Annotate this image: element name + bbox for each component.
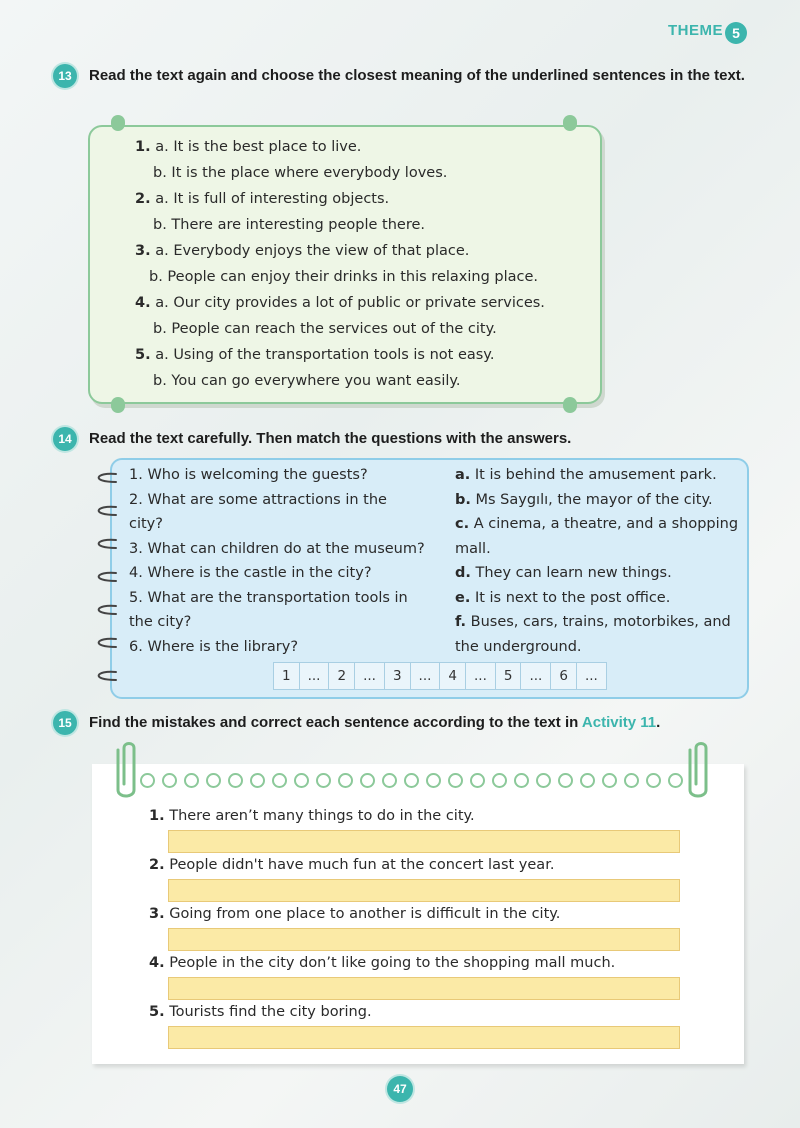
theme-label: THEME (668, 22, 723, 39)
pin-icon (111, 115, 125, 131)
pin-icon (563, 397, 577, 413)
answer-item: a. It is behind the amusement park. (455, 467, 717, 483)
question-item: 5. What are the transportation tools in (129, 589, 408, 606)
pin-icon (563, 115, 577, 131)
hole-icon (404, 773, 419, 788)
match-blank[interactable]: ... (466, 663, 496, 689)
hole-icon (536, 773, 551, 788)
list-item (135, 316, 545, 342)
item-number: 2. (135, 191, 151, 207)
paperclip-icon (680, 740, 716, 802)
match-blank[interactable]: ... (355, 663, 385, 689)
item-number: 1. (135, 139, 151, 155)
question-item: 2. What are some attractions in the (129, 491, 387, 508)
activity-15-badge: 15 (53, 711, 77, 735)
hole-icon (580, 773, 595, 788)
match-number: 5 (496, 663, 522, 689)
list-item (135, 368, 545, 394)
answer-item: e. It is next to the post office. (455, 589, 671, 606)
option-b: b. There are interesting people there. (153, 217, 426, 233)
answer-item-cont: the underground. (455, 638, 582, 655)
answer-line[interactable] (168, 879, 680, 902)
paperclip-icon (108, 740, 144, 802)
match-number: 2 (329, 663, 355, 689)
answer-item: f. Buses, cars, trains, motorbikes, and (455, 614, 731, 630)
hole-icon (448, 773, 463, 788)
question-item: 4. Where is the castle in the city? (129, 565, 372, 581)
item-number: 5. (135, 347, 151, 363)
option-b: b. It is the place where everybody loves. (153, 165, 448, 181)
spiral-binding-icon (86, 470, 122, 685)
answer-line[interactable] (168, 1026, 680, 1049)
option-a: a. It is full of interesting objects. (155, 191, 390, 207)
hole-icon (250, 773, 265, 788)
hole-icon (162, 773, 177, 788)
answer-line[interactable] (168, 928, 680, 951)
pin-icon (111, 397, 125, 413)
option-a: a. Our city provides a lot of public or private services. (155, 295, 545, 311)
activity-15-instruction: Find the mistakes and correct each sentence according to the text in Activity 11. (89, 714, 661, 731)
option-b: b. You can go everywhere you want easily. (153, 373, 461, 389)
match-blank[interactable]: ... (300, 663, 330, 689)
question-item-cont: city? (129, 516, 163, 532)
option-b: b. People can enjoy their drinks in this relaxing place. (149, 269, 539, 285)
hole-icon (624, 773, 639, 788)
option-b: b. People can reach the services out of the city. (153, 321, 497, 337)
questions-list (129, 463, 449, 659)
list-item (135, 160, 545, 186)
match-number: 4 (440, 663, 466, 689)
hole-icon (272, 773, 287, 788)
answer-line[interactable] (168, 977, 680, 1000)
hole-icon (646, 773, 661, 788)
match-blank[interactable]: ... (411, 663, 441, 689)
question-item-cont: the city? (129, 614, 192, 630)
sentence-item: 1. There aren’t many things to do in the city. (149, 808, 475, 824)
option-a: a. It is the best place to live. (155, 139, 362, 155)
match-number: 6 (551, 663, 577, 689)
activity-13-badge: 13 (53, 64, 77, 88)
list-item (135, 264, 545, 290)
hole-icon (426, 773, 441, 788)
item-number: 3. (135, 243, 151, 259)
list-item (135, 134, 545, 160)
sentence-item: 3. Going from one place to another is difficult in the city. (149, 906, 561, 922)
theme-number-badge: 5 (725, 22, 747, 44)
activity-14-badge: 14 (53, 427, 77, 451)
option-a: a. Everybody enjoys the view of that place. (155, 243, 470, 259)
answer-item: c. A cinema, a theatre, and a shopping (455, 516, 739, 532)
hole-icon (360, 773, 375, 788)
hole-icon (294, 773, 309, 788)
hole-icon (184, 773, 199, 788)
answers-list (455, 463, 745, 659)
item-number: 4. (135, 295, 151, 311)
hole-icon (382, 773, 397, 788)
activity-13-list (135, 134, 545, 394)
sentence-item: 5. Tourists find the city boring. (149, 1004, 372, 1020)
list-item (135, 238, 545, 264)
match-number: 3 (385, 663, 411, 689)
answer-item: d. They can learn new things. (455, 565, 672, 581)
match-number: 1 (274, 663, 300, 689)
answer-item: b. Ms Saygılı, the mayor of the city. (455, 491, 713, 508)
question-item: 1. Who is welcoming the guests? (129, 467, 368, 483)
match-blank[interactable]: ... (521, 663, 551, 689)
hole-icon (514, 773, 529, 788)
option-a: a. Using of the transportation tools is not easy. (155, 347, 495, 363)
page-number: 47 (387, 1076, 413, 1102)
sentence-item: 4. People in the city don’t like going to the shopping mall much. (149, 955, 616, 971)
list-item (135, 212, 545, 238)
hole-icon (602, 773, 617, 788)
match-blank[interactable]: ... (584, 668, 598, 684)
notebook-holes (140, 773, 683, 788)
hole-icon (338, 773, 353, 788)
sentence-item: 2. People didn't have much fun at the concert last year. (149, 857, 555, 873)
activity-13-instruction: Read the text again and choose the closest meaning of the underlined sentences in the text. (89, 67, 745, 84)
hole-icon (316, 773, 331, 788)
hole-icon (558, 773, 573, 788)
hole-icon (492, 773, 507, 788)
match-answer-boxes[interactable] (273, 662, 607, 690)
hole-icon (206, 773, 221, 788)
answer-item-cont: mall. (455, 540, 491, 557)
list-item (135, 186, 545, 212)
question-item: 3. What can children do at the museum? (129, 540, 425, 557)
list-item (135, 290, 545, 316)
activity-11-link[interactable]: Activity 11 (581, 714, 657, 731)
hole-icon (228, 773, 243, 788)
answer-line[interactable] (168, 830, 680, 853)
question-item: 6. Where is the library? (129, 638, 299, 655)
hole-icon (470, 773, 485, 788)
list-item (135, 342, 545, 368)
activity-14-instruction: Read the text carefully. Then match the questions with the answers. (89, 430, 572, 447)
